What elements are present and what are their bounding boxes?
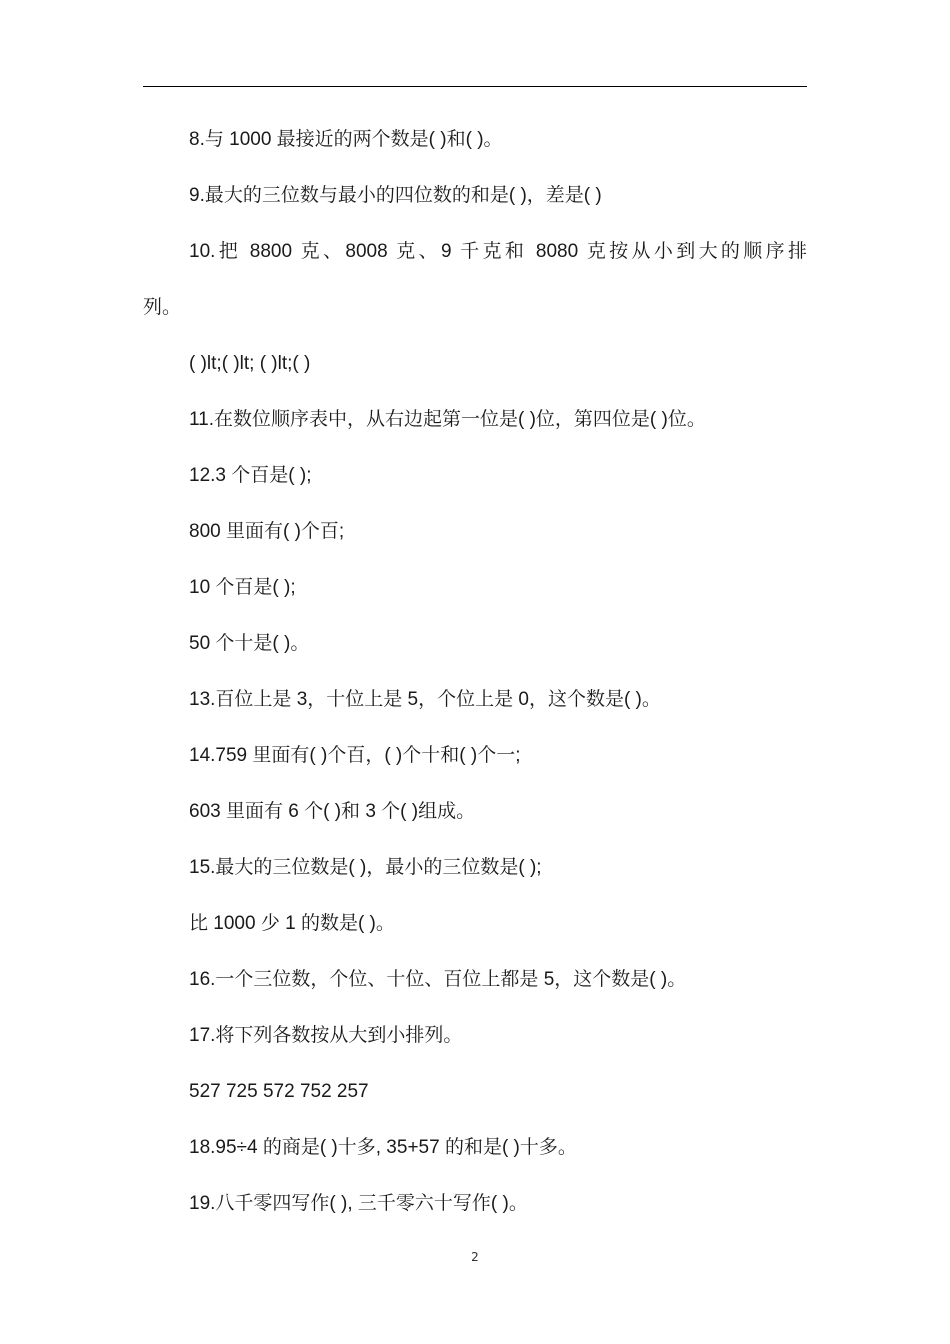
- page-number: 2: [471, 1250, 479, 1264]
- question-10: 10.把 8800 克、8008 克、9 千克和 8080 克按从小到大的顺序排: [189, 241, 807, 262]
- question-12-part-4: 50 个十是( )。: [189, 633, 310, 654]
- question-10-continued: 列。: [143, 297, 182, 318]
- question-11: 11.在数位顺序表中，从右边起第一位是( )位，第四位是( )位。: [189, 409, 706, 430]
- question-12-part-2: 800 里面有( )个百;: [189, 521, 345, 542]
- question-15-part-2: 比 1000 少 1 的数是( )。: [189, 913, 395, 934]
- question-14: 14.759 里面有( )个百，( )个十和( )个一;: [189, 745, 521, 766]
- document-body: [143, 112, 807, 1232]
- question-10-answer-line: ( )lt;( )lt; ( )lt;( ): [189, 353, 311, 374]
- question-14-part-2: 603 里面有 6 个( )和 3 个( )组成。: [189, 801, 476, 822]
- question-15: 15.最大的三位数是( )，最小的三位数是( );: [189, 857, 542, 878]
- question-19: 19.八千零四写作( ), 三千零六十写作( )。: [189, 1193, 528, 1214]
- question-12: 12.3 个百是( );: [189, 465, 312, 486]
- question-16: 16.一个三位数，个位、十位、百位上都是 5，这个数是( )。: [189, 969, 687, 990]
- question-17-numbers: 527 725 572 752 257: [189, 1081, 369, 1102]
- question-9: 9.最大的三位数与最小的四位数的和是( )，差是( ): [189, 185, 602, 206]
- question-13: 13.百位上是 3，十位上是 5，个位上是 0，这个数是( )。: [189, 689, 661, 710]
- header-rule: [143, 86, 807, 87]
- question-8: 8.与 1000 最接近的两个数是( )和( )。: [189, 129, 503, 150]
- question-17: 17.将下列各数按从大到小排列。: [189, 1025, 463, 1046]
- question-18: 18.95÷4 的商是( )十多, 35+57 的和是( )十多。: [189, 1137, 577, 1158]
- question-12-part-3: 10 个百是( );: [189, 577, 296, 598]
